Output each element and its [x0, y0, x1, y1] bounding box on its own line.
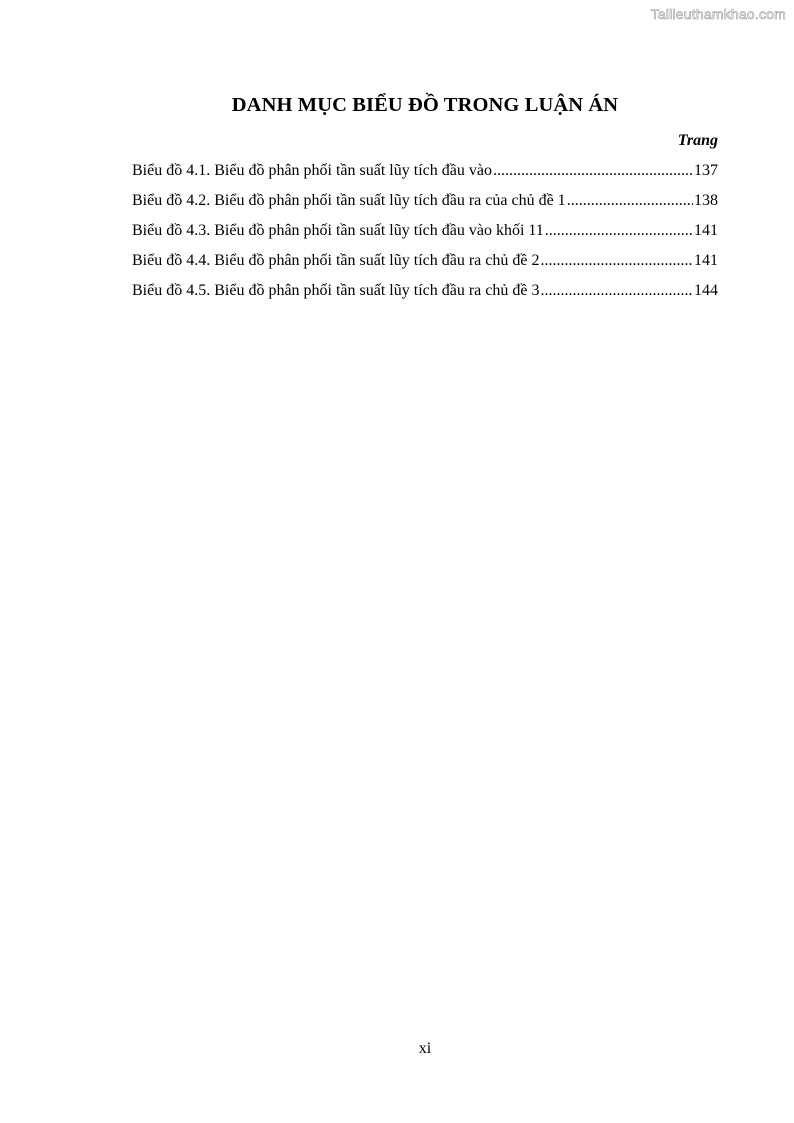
watermark-text: Tailieuthamkhao.com	[650, 6, 786, 22]
page-column-label: Trang	[677, 132, 718, 149]
list-item[interactable]	[132, 280, 718, 310]
page-number: xi	[418, 1040, 432, 1057]
list-item-title: Biểu đồ 4.1. Biểu đồ phân phối tần suất lũy tích đầu vào	[132, 162, 492, 179]
list-item-title: Biểu đồ 4.4. Biểu đồ phân phối tần suất lũy tích đầu ra chủ đề 2	[132, 252, 540, 269]
list-item-title: Biểu đồ 4.3. Biểu đồ phân phối tần suất lũy tích đầu vào khối 11	[132, 222, 544, 239]
list-item-title: Biểu đồ 4.5. Biểu đồ phân phối tần suất lũy tích đầu ra chủ đề 3	[132, 282, 540, 299]
list-item[interactable]	[132, 160, 718, 190]
dot-leader	[493, 160, 693, 182]
dot-leader	[545, 220, 693, 242]
list-item[interactable]	[132, 220, 718, 250]
list-item-page: 138	[694, 192, 718, 209]
dot-leader	[540, 250, 693, 272]
list-item-page: 141	[694, 252, 718, 269]
list-item[interactable]	[132, 250, 718, 280]
dot-leader	[567, 190, 693, 212]
list-item-page: 144	[694, 282, 718, 299]
dot-leader	[540, 280, 693, 302]
page-title: DANH MỤC BIỂU ĐỒ TRONG LUẬN ÁN	[231, 94, 619, 116]
list-item[interactable]	[132, 190, 718, 220]
list-item-title: Biểu đồ 4.2. Biểu đồ phân phối tần suất lũy tích đầu ra của chủ đề 1	[132, 192, 566, 209]
list-item-page: 141	[694, 222, 718, 239]
chart-list	[132, 160, 718, 310]
list-item-page: 137	[694, 162, 718, 179]
